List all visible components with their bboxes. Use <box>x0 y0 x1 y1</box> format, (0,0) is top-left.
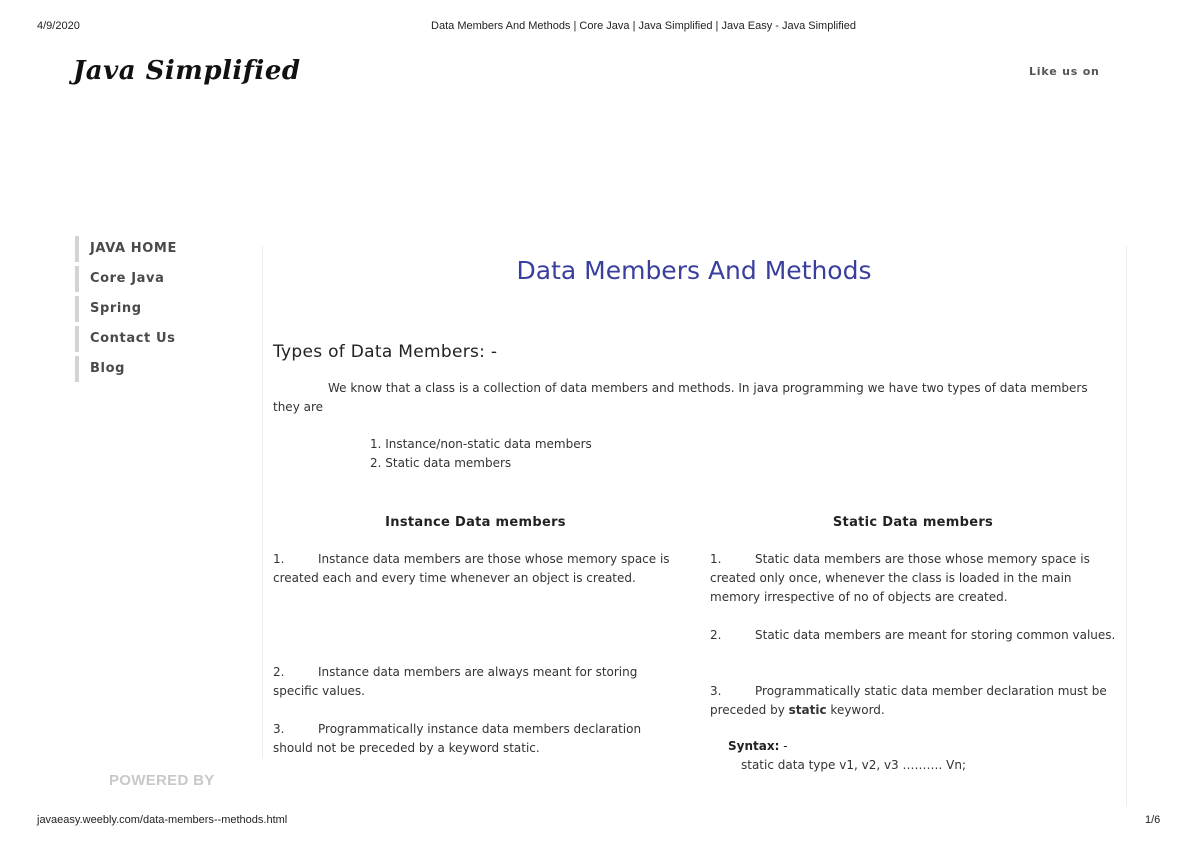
print-date: 4/9/2020 <box>37 20 80 32</box>
instance-heading: Instance Data members <box>385 515 566 530</box>
syntax-code: static data type v1, v2, v3 ………. Vn; <box>741 758 966 772</box>
point-text: Static data members are those whose memory space is created only once, whenever the class is loaded in the main memory irrespective of no of objects are created. <box>710 552 1090 604</box>
site-logo[interactable]: Java Simplified <box>73 56 301 86</box>
types-list <box>370 435 592 473</box>
content-divider <box>262 246 263 758</box>
point-text: Programmatically static data member declaration must be preceded by <box>710 684 1107 717</box>
static-point <box>710 550 1120 607</box>
nav-item-contact-us[interactable]: Contact Us <box>75 326 245 352</box>
print-page-title: Data Members And Methods | Core Java | Java Simplified | Java Easy - Java Simplified <box>431 20 856 32</box>
point-number: 2. <box>273 665 285 679</box>
point-text: keyword. <box>830 703 885 717</box>
intro-text: We know that a class is a collection of data members and methods. In java programming we have two types of data members they are <box>273 381 1088 414</box>
print-page-number: 1/6 <box>1145 814 1161 826</box>
point-text: Instance data members are always meant for storing specific values. <box>273 665 638 698</box>
like-us-label: Like us on <box>1029 65 1100 78</box>
list-item: 2. Static data members <box>370 456 512 470</box>
point-text: Programmatically instance data members declaration should not be preceded by a keyword static. <box>273 722 642 755</box>
syntax-label <box>728 739 788 753</box>
nav-item-core-java[interactable]: Core Java <box>75 266 245 292</box>
right-divider <box>1126 246 1127 806</box>
instance-point <box>273 663 673 701</box>
powered-by-badge[interactable]: POWERED BY <box>109 772 215 789</box>
point-number: 2. <box>710 628 722 642</box>
list-item: 1. Instance/non-static data members <box>370 437 592 451</box>
page-title: Data Members And Methods <box>516 256 872 285</box>
point-text: Instance data members are those whose memory space is created each and every time whenever an object is created. <box>273 552 670 585</box>
point-number: 3. <box>710 684 722 698</box>
nav-item-blog[interactable]: Blog <box>75 356 245 382</box>
point-text: Static data members are meant for storing common values. <box>755 628 1116 642</box>
syntax-suffix: - <box>779 739 788 753</box>
nav-item-java-home[interactable]: JAVA HOME <box>75 236 245 262</box>
print-url: javaeasy.weebly.com/data-members--methods.html <box>37 814 288 826</box>
point-number: 1. <box>273 552 285 566</box>
point-number: 3. <box>273 722 285 736</box>
instance-point <box>273 720 673 758</box>
sidebar-nav <box>75 236 245 386</box>
syntax-label-text: Syntax: <box>728 739 780 753</box>
section-heading: Types of Data Members: - <box>273 342 498 362</box>
instance-point <box>273 550 673 588</box>
static-point <box>710 682 1120 720</box>
static-heading: Static Data members <box>832 515 994 530</box>
static-keyword: static <box>788 703 827 717</box>
static-point <box>710 626 1120 645</box>
intro-paragraph <box>273 379 1093 417</box>
nav-item-spring[interactable]: Spring <box>75 296 245 322</box>
point-number: 1. <box>710 552 722 566</box>
